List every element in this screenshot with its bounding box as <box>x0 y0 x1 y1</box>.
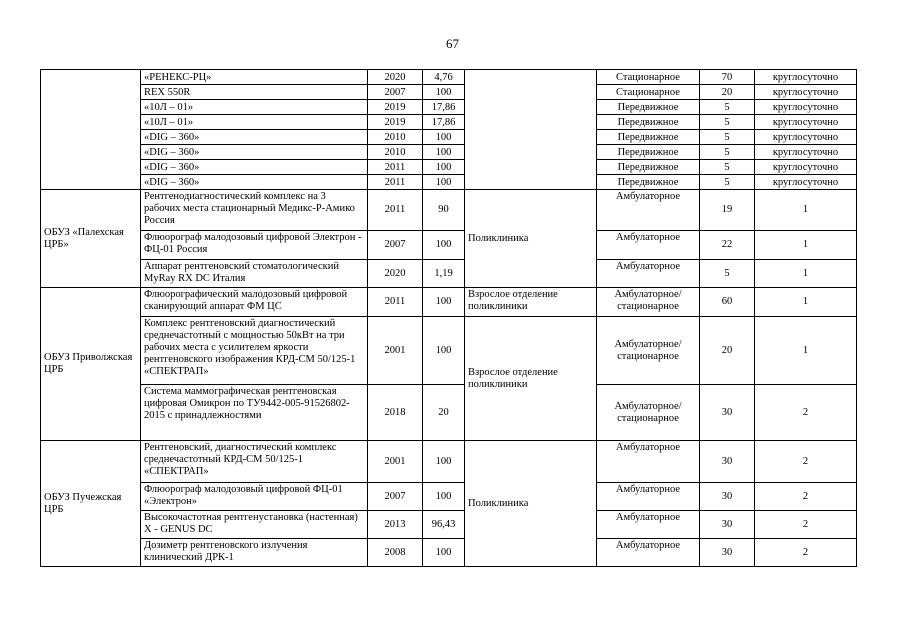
table-row <box>41 70 857 85</box>
wear-cell: 96,43 <box>423 511 465 539</box>
mode-cell: 2 <box>755 385 857 441</box>
type-cell: Передвижное <box>597 160 700 175</box>
equipment-name: Комплекс рентгеновский диагностический среднечастотный с мощностью 50кВт на три рабочих места с усилителем яркости рентгеновского изображения КРД-СМ 50/125-1 «СПЕКТРАП» <box>141 317 368 385</box>
org-name: ОБУЗ Приволжская ЦРБ <box>41 288 141 441</box>
year-cell: 2011 <box>368 175 423 190</box>
year-cell: 2001 <box>368 317 423 385</box>
table-row <box>41 100 857 115</box>
equipment-name: «РЕНЕКС-РЦ» <box>141 70 368 85</box>
type-cell: Амбулаторное <box>597 441 700 483</box>
wear-cell: 100 <box>423 441 465 483</box>
type-cell: Амбулаторное/ стационарное <box>597 385 700 441</box>
wear-cell: 100 <box>423 130 465 145</box>
load-cell: 5 <box>700 130 755 145</box>
year-cell: 2010 <box>368 145 423 160</box>
load-cell: 20 <box>700 85 755 100</box>
load-cell: 20 <box>700 317 755 385</box>
equipment-name: Флюорограф малодозовый цифровой ФЦ-01 «Электрон» <box>141 483 368 511</box>
wear-cell: 100 <box>423 85 465 100</box>
year-cell: 2011 <box>368 190 423 231</box>
load-cell: 22 <box>700 231 755 260</box>
type-cell: Передвижное <box>597 175 700 190</box>
mode-cell: круглосуточно <box>755 85 857 100</box>
table-row <box>41 231 857 260</box>
type-cell: Передвижное <box>597 115 700 130</box>
load-cell: 30 <box>700 385 755 441</box>
load-cell: 5 <box>700 115 755 130</box>
equipment-name: «10Л – 01» <box>141 115 368 130</box>
mode-cell: круглосуточно <box>755 175 857 190</box>
mode-cell: 1 <box>755 260 857 288</box>
equipment-name: «10Л – 01» <box>141 100 368 115</box>
year-cell: 2001 <box>368 441 423 483</box>
equipment-name: REX 550R <box>141 85 368 100</box>
load-cell: 5 <box>700 160 755 175</box>
mode-cell: 2 <box>755 441 857 483</box>
mode-cell: 2 <box>755 511 857 539</box>
load-cell: 5 <box>700 100 755 115</box>
type-cell: Амбулаторное <box>597 231 700 260</box>
type-cell: Передвижное <box>597 100 700 115</box>
mode-cell: круглосуточно <box>755 145 857 160</box>
load-cell: 30 <box>700 511 755 539</box>
equipment-name: «DIG – 360» <box>141 175 368 190</box>
load-cell: 60 <box>700 288 755 317</box>
type-cell: Амбулаторное <box>597 190 700 231</box>
type-cell: Стационарное <box>597 70 700 85</box>
load-cell: 70 <box>700 70 755 85</box>
table-row <box>41 175 857 190</box>
year-cell: 2010 <box>368 130 423 145</box>
equipment-name: «DIG – 360» <box>141 145 368 160</box>
year-cell: 2019 <box>368 115 423 130</box>
equipment-name: Флюорограф малодозовый цифровой Электрон - ФЦ-01 Россия <box>141 231 368 260</box>
year-cell: 2020 <box>368 70 423 85</box>
equipment-name: Система маммографическая рентгеновская цифровая Омикрон по ТУ9442-005-91526802-2015 с принадлежностями <box>141 385 368 441</box>
load-cell: 30 <box>700 483 755 511</box>
wear-cell: 4,76 <box>423 70 465 85</box>
equipment-name: Высокочастотная рентгенустановка (настенная) X - GENUS DC <box>141 511 368 539</box>
mode-cell: круглосуточно <box>755 100 857 115</box>
mode-cell: 2 <box>755 483 857 511</box>
table-row <box>41 441 857 483</box>
mode-cell: 2 <box>755 539 857 567</box>
mode-cell: 1 <box>755 317 857 385</box>
year-cell: 2007 <box>368 231 423 260</box>
year-cell: 2019 <box>368 100 423 115</box>
year-cell: 2007 <box>368 483 423 511</box>
mode-cell: круглосуточно <box>755 70 857 85</box>
org-cell-empty <box>41 70 141 190</box>
mode-cell: круглосуточно <box>755 160 857 175</box>
year-cell: 2018 <box>368 385 423 441</box>
unit-name: Взрослое отделение поликлиники <box>465 317 597 441</box>
wear-cell: 100 <box>423 483 465 511</box>
wear-cell: 20 <box>423 385 465 441</box>
load-cell: 19 <box>700 190 755 231</box>
mode-cell: круглосуточно <box>755 130 857 145</box>
year-cell: 2020 <box>368 260 423 288</box>
load-cell: 30 <box>700 539 755 567</box>
wear-cell: 100 <box>423 317 465 385</box>
type-cell: Амбулаторное <box>597 260 700 288</box>
type-cell: Передвижное <box>597 145 700 160</box>
wear-cell: 17,86 <box>423 100 465 115</box>
type-cell: Передвижное <box>597 130 700 145</box>
table-row <box>41 511 857 539</box>
mode-cell: 1 <box>755 288 857 317</box>
org-name: ОБУЗ Пучежская ЦРБ <box>41 441 141 567</box>
wear-cell: 100 <box>423 231 465 260</box>
wear-cell: 90 <box>423 190 465 231</box>
unit-cell-empty <box>465 70 597 190</box>
type-cell: Амбулаторное <box>597 483 700 511</box>
load-cell: 5 <box>700 260 755 288</box>
table-row <box>41 190 857 231</box>
year-cell: 2008 <box>368 539 423 567</box>
year-cell: 2013 <box>368 511 423 539</box>
table-row <box>41 160 857 175</box>
load-cell: 5 <box>700 175 755 190</box>
page-number: 67 <box>446 36 459 51</box>
table-row <box>41 145 857 160</box>
table-row <box>41 260 857 288</box>
year-cell: 2011 <box>368 160 423 175</box>
equipment-name: Флюорографический малодозовый цифровой сканирующий аппарат ФМ ЦС <box>141 288 368 317</box>
equipment-name: Аппарат рентгеновский стоматологический MyRay RX DC Италия <box>141 260 368 288</box>
mode-cell: круглосуточно <box>755 115 857 130</box>
wear-cell: 100 <box>423 145 465 160</box>
wear-cell: 100 <box>423 539 465 567</box>
equipment-name: Рентгенодиагностический комплекс на 3 рабочих места стационарный Медикс-Р-Амико Россия <box>141 190 368 231</box>
type-cell: Стационарное <box>597 85 700 100</box>
wear-cell: 100 <box>423 160 465 175</box>
table-row <box>41 385 857 441</box>
equipment-name: Рентгеновский, диагностический комплекс среднечастотный КРД-СМ 50/125-1 «СПЕКТРАП» <box>141 441 368 483</box>
mode-cell: 1 <box>755 231 857 260</box>
wear-cell: 17,86 <box>423 115 465 130</box>
wear-cell: 1,19 <box>423 260 465 288</box>
table-row <box>41 483 857 511</box>
org-name: ОБУЗ «Палехская ЦРБ» <box>41 190 141 288</box>
table-row <box>41 317 857 385</box>
unit-name: Поликлиника <box>465 190 597 288</box>
year-cell: 2011 <box>368 288 423 317</box>
wear-cell: 100 <box>423 175 465 190</box>
table-row <box>41 288 857 317</box>
mode-cell: 1 <box>755 190 857 231</box>
load-cell: 5 <box>700 145 755 160</box>
type-cell: Амбулаторное/ стационарное <box>597 317 700 385</box>
wear-cell: 100 <box>423 288 465 317</box>
type-cell: Амбулаторное <box>597 511 700 539</box>
table-row <box>41 85 857 100</box>
type-cell: Амбулаторное/ стационарное <box>597 288 700 317</box>
equipment-name: «DIG – 360» <box>141 130 368 145</box>
table-row <box>41 539 857 567</box>
unit-name: Поликлиника <box>465 441 597 567</box>
equipment-name: Дозиметр рентгеновского излучения клинический ДРК-1 <box>141 539 368 567</box>
equipment-table <box>40 69 857 567</box>
table-row <box>41 115 857 130</box>
load-cell: 30 <box>700 441 755 483</box>
type-cell: Амбулаторное <box>597 539 700 567</box>
year-cell: 2007 <box>368 85 423 100</box>
unit-name: Взрослое отделение поликлиники <box>465 288 597 317</box>
table-row <box>41 130 857 145</box>
equipment-name: «DIG – 360» <box>141 160 368 175</box>
